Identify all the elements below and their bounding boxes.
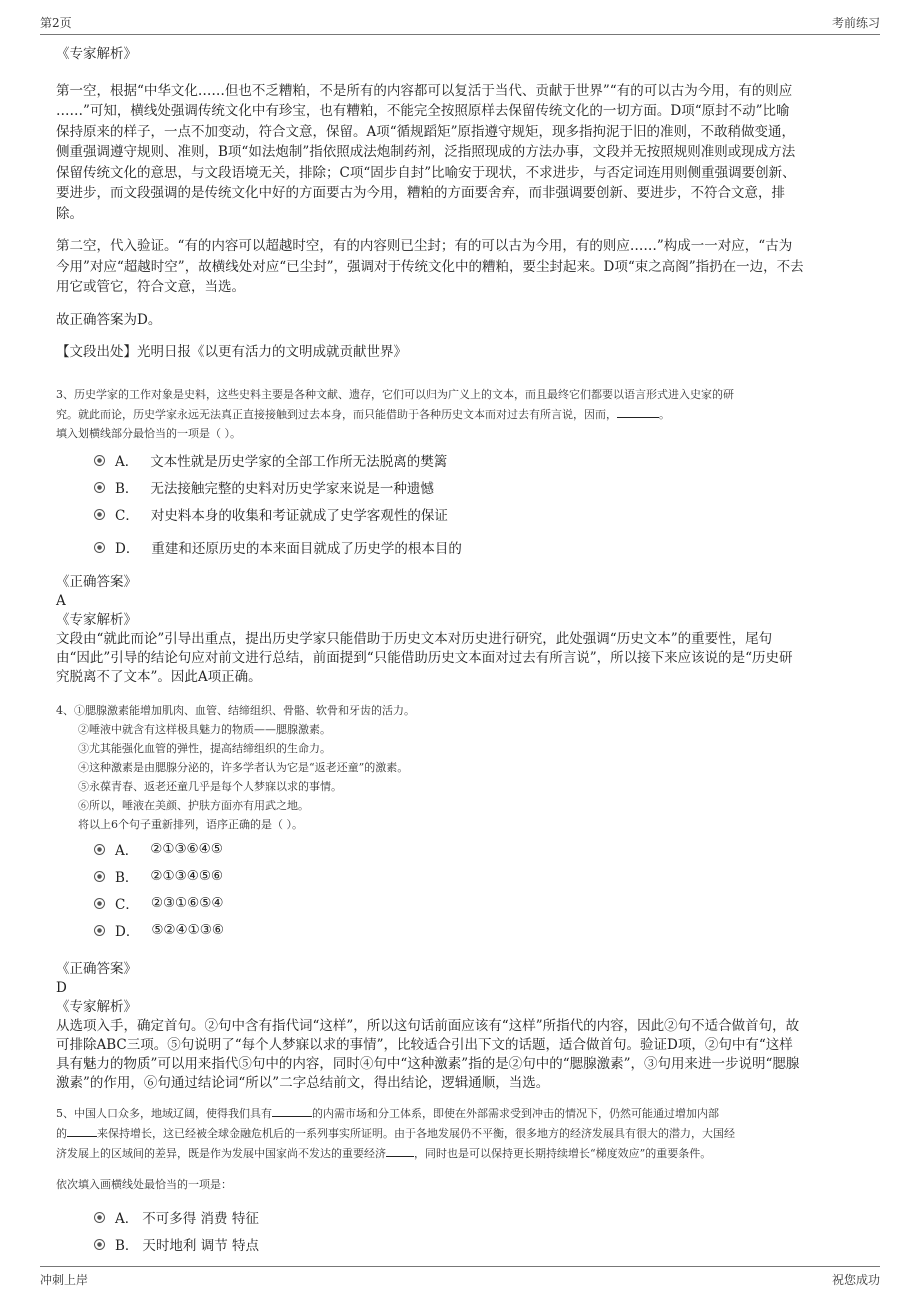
q3-stem: 3、历史学家的工作对象是史料，这些史料主要是各种文献、遗存，它们可以归为广义上的文本，而且最终它们都要以语言形式进入史家的研 究。就此而论，历史学家永远无法真正直接接触到过去本身，而只能借助于各种历史文本而对过去有所言说，因而， 。 填入划横线部分最恰当的一项是（ ）。 [56, 385, 864, 443]
footer-right: 祝您成功 [831, 1272, 880, 1287]
q4-option-a[interactable]: A． ②①③⑥④⑤ [94, 836, 864, 863]
radio-icon[interactable] [94, 482, 105, 493]
q4-answer-block: 《正确答案》 D 《专家解析》 从选项入手，确定首句。②句中含有指代词“这样”，所以这句话前面应该有“这样”所指代的内容，因此②句不适合做首句，故 可排除ABC三项。⑤句说明了“每个人梦寐以求的事情”，比较适合引出下文的话题，适合做首句。验证D项，②句中有“这样 具有魅力的物质”可以用来指代⑤句中的内容，同时④句中“这种激素”指的是②句中的“腮腺激素”，③句用来进一步说明“腮腺 激素”的作用，⑥句通过结论词“所以”二字总结前文，得出结论，逻辑通顺，当选。 [56, 960, 864, 1093]
question-5 [56, 1103, 864, 1258]
q3-option-a[interactable]: A． 文本性就是历史学家的全部工作所无法脱离的樊篱 [94, 447, 864, 474]
q4-option-c[interactable]: C． ②③①⑥⑤④ [94, 890, 864, 917]
q5-instruction: 依次填入画横线处最恰当的一项是： [56, 1177, 232, 1191]
page-content [56, 40, 864, 1258]
q4-option-d[interactable]: D． ⑤②④①③⑥ [94, 917, 864, 944]
radio-icon[interactable] [94, 844, 105, 855]
page-header [40, 10, 880, 35]
q3-analysis-heading: 《专家解析》 [56, 611, 137, 628]
q4-instruction: 将以上6个句子重新排列，语序正确的是（ ）。 [78, 817, 303, 831]
radio-icon[interactable] [94, 455, 105, 466]
question-3 [56, 385, 864, 687]
q4-option-b[interactable]: B． ②①③④⑤⑥ [94, 863, 864, 890]
q2-analysis [56, 44, 864, 363]
q2-analysis-paragraph-1: 第一空，根据“中华文化……但也不乏糟粕，不是所有的内容都可以复活于当代、贡献于世界”“有的可以古为今用，有的则应 ……”可知，横线处强调传统文化中有珍宝，也有糟粕，不能完全按照原样去保留传统文化的一切方面。D项“原封不动”比喻 保持原来的样子，一点不加变动，符合文意，保留。A项“循规蹈矩”原指遵守规矩，现多指拘泥于旧的准则，不敢稍做变通， 侧重强调遵守规则、准则，B项“如法炮制”指依照成法炮制药剂，泛指照现成的方法办事，文段并无按照规则准则或现成方法 保留传统文化的意思，与文段语境无关，排除；C项“固步自封”比喻安于现状，不求进步，与否定词连用则侧重强调要创新、 要进步，而文段强调的是传统文化中好的方面要古为今用，糟粕的方面要舍弃，而非强调要创新、要进步，不符合文意，排 除。 [56, 82, 796, 222]
q2-source: 【文段出处】光明日报《以更有活力的文明成就贡献世界》 [56, 344, 407, 360]
radio-icon[interactable] [94, 871, 105, 882]
q3-answer: A [56, 592, 66, 609]
radio-icon[interactable] [94, 509, 105, 520]
q2-analysis-paragraph-2: 第二空，代入验证。“有的内容可以超越时空，有的内容则已尘封；有的可以古为今用，有的则应……”构成一一对应，“古为 今用”对应“超越时空”，故横线处对应“已尘封”，强调对于传统文化中的糟粕，要尘封起来。D项“束之高阁”指扔在一边，不去 用它或管它，符合文意，当选。 [56, 238, 804, 295]
page-number: 第2页 [40, 15, 72, 30]
q3-blank [617, 404, 659, 418]
q5-stem: 5、中国人口众多，地域辽阔，使得我们具有 的内需市场和分工体系，即使在外部需求受到冲击的情况下，仍然可能通过增加内部 的 来保持增长，这已经被全球金融危机后的一系列事实所证明。由于各地发展仍不平衡，很多地方的经济发展具有很大的潜力，大国经 济发展上的区域间的差异，既是作为发展中国家尚不发达的重要经济 ，同时也是可以保持更长期持续增长“梯度效应”的重要条件。 [56, 1103, 864, 1163]
q4-analysis-heading: 《专家解析》 [56, 998, 137, 1015]
radio-icon[interactable] [94, 542, 105, 553]
q3-option-d[interactable]: D． 重建和还原历史的本来面目就成了历史学的根本目的 [94, 534, 864, 561]
q5-blank-1 [272, 1103, 312, 1117]
radio-icon[interactable] [94, 898, 105, 909]
q2-conclusion: 故正确答案为D。 [56, 311, 162, 328]
radio-icon[interactable] [94, 1212, 105, 1223]
q4-answer-heading: 《正确答案》 [56, 960, 137, 977]
q4-stem: 4、①腮腺激素能增加肌肉、血管、结缔组织、骨骼、软骨和牙齿的活力。 ②唾液中就含有这样极具魅力的物质——腮腺激素。 ③尤其能强化血管的弹性，提高结缔组织的生命力。 ④这种激素是由腮腺分泌的，许多学者认为它是“返老还童”的激素。 ⑤永葆青春、返老还童几乎是每个人梦寐以求的事情。 ⑥所以，唾液在美颜、护肤方面亦有用武之地。 将以上6个句子重新排列，语序正确的是（ ）。 [56, 701, 864, 834]
q3-instruction: 填入划横线部分最恰当的一项是（ ）。 [56, 426, 241, 440]
q5-blank-3 [386, 1143, 414, 1157]
q3-answer-block: 《正确答案》 A 《专家解析》 文段由“就此而论”引导出重点，提出历史学家只能借助于历史文本对历史进行研究，此处强调“历史文本”的重要性，尾句 由“因此”引导的结论句应对前文进行总结，前面提到“只能借助历史文本面对过去有所言说”，所以接下来应该说的是“历史研 究脱离不了文本”。因此A项正确。 [56, 573, 864, 687]
q4-answer: D [56, 979, 67, 996]
header-title: 考前练习 [831, 15, 880, 30]
q3-answer-heading: 《正确答案》 [56, 573, 137, 590]
q5-option-a[interactable]: A． 不可多得 消费 特征 [94, 1204, 864, 1231]
radio-icon[interactable] [94, 1239, 105, 1250]
q5-blank-2 [67, 1123, 97, 1137]
footer-left: 冲刺上岸 [40, 1272, 89, 1287]
radio-icon[interactable] [94, 925, 105, 936]
q5-option-b[interactable]: B． 天时地利 调节 特点 [94, 1231, 864, 1258]
question-4 [56, 701, 864, 1093]
page-footer [40, 1266, 880, 1291]
q3-option-c[interactable]: C． 对史料本身的收集和考证就成了史学客观性的保证 [94, 501, 864, 528]
q3-option-b[interactable]: B． 无法接触完整的史料对历史学家来说是一种遗憾 [94, 474, 864, 501]
q2-analysis-heading: 《专家解析》 [56, 46, 137, 62]
